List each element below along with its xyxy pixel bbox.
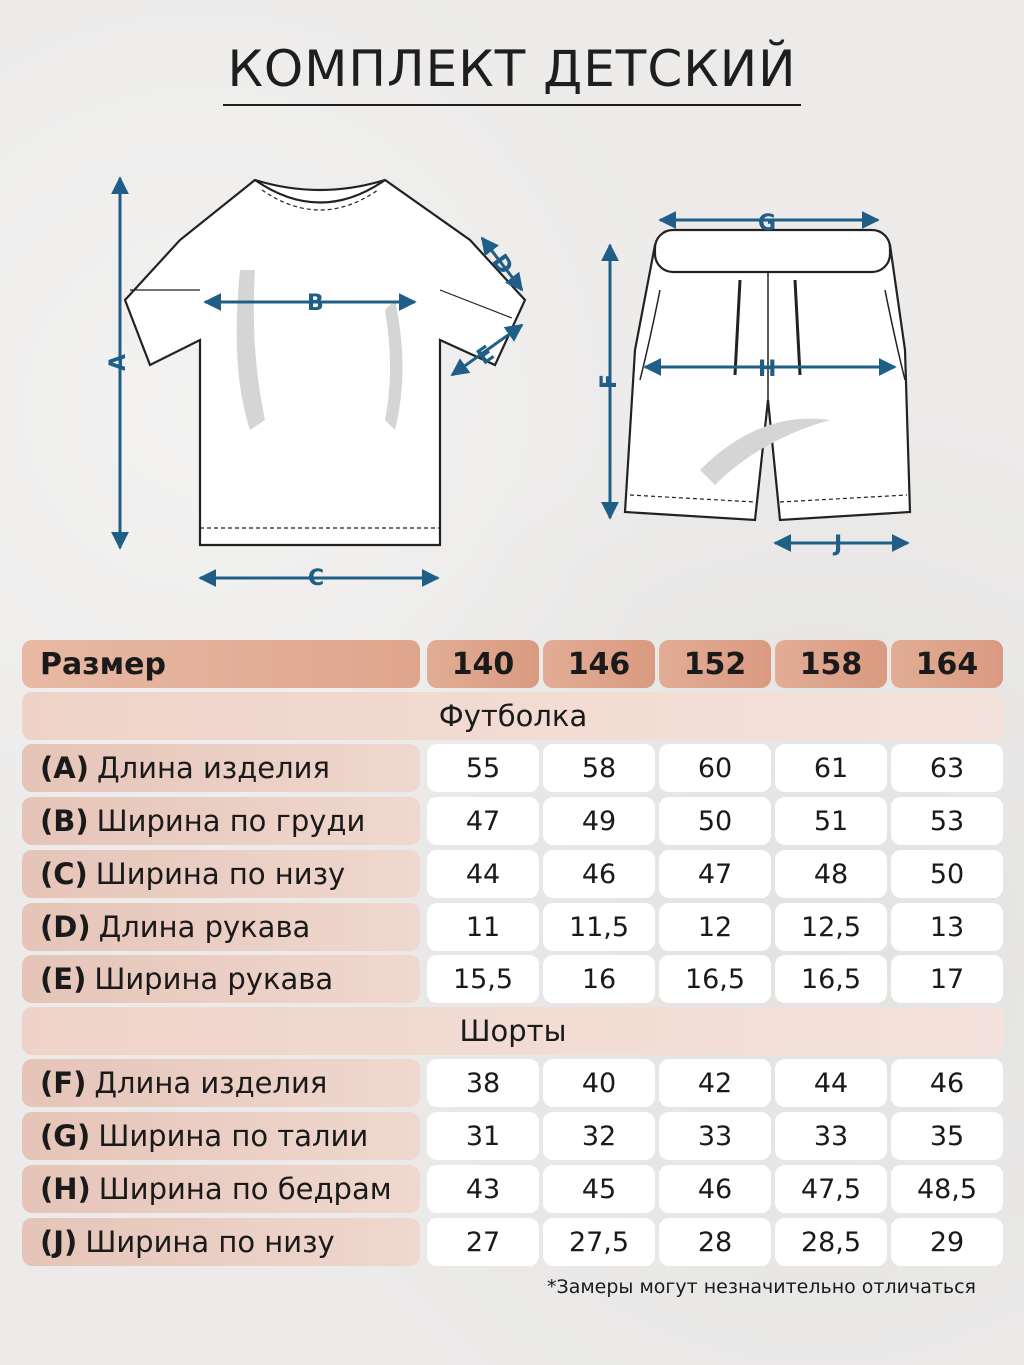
value-cell: 28: [659, 1218, 771, 1266]
value-cell: 11,5: [543, 903, 655, 951]
value-cell: 47: [659, 850, 771, 898]
value-cell: 29: [891, 1218, 1003, 1266]
value-cell: 53: [891, 797, 1003, 845]
table-row: [22, 903, 1004, 951]
row-label: (B) Ширина по груди: [22, 797, 420, 845]
table-row: [22, 955, 1004, 1003]
value-cell: 31: [427, 1112, 539, 1160]
table-row: [22, 1059, 1004, 1107]
row-label: (D) Длина рукава: [22, 903, 420, 951]
row-label: (E) Ширина рукава: [22, 955, 420, 1003]
label-f: F: [597, 373, 622, 389]
value-cell: 27: [427, 1218, 539, 1266]
size-header-label: Размер: [22, 640, 420, 688]
row-label: (J) Ширина по низу: [22, 1218, 420, 1266]
table-row: [22, 797, 1004, 845]
value-cell: 43: [427, 1165, 539, 1213]
label-d: D: [486, 249, 518, 280]
row-label: (C) Ширина по низу: [22, 850, 420, 898]
tshirt-drawing: [125, 180, 525, 545]
value-cell: 13: [891, 903, 1003, 951]
value-cell: 33: [775, 1112, 887, 1160]
size-header: 158: [775, 640, 887, 688]
value-cell: 48: [775, 850, 887, 898]
table-row: [22, 1165, 1004, 1213]
value-cell: 35: [891, 1112, 1003, 1160]
value-cell: 33: [659, 1112, 771, 1160]
value-cell: 28,5: [775, 1218, 887, 1266]
section-row-tshirt: [22, 692, 1004, 740]
table-row: [22, 1112, 1004, 1160]
value-cell: 44: [427, 850, 539, 898]
row-label: (A) Длина изделия: [22, 744, 420, 792]
value-cell: 32: [543, 1112, 655, 1160]
label-b: B: [307, 291, 324, 316]
value-cell: 46: [659, 1165, 771, 1213]
label-c: C: [308, 566, 325, 591]
value-cell: 51: [775, 797, 887, 845]
value-cell: 16: [543, 955, 655, 1003]
table-row: [22, 850, 1004, 898]
value-cell: 63: [891, 744, 1003, 792]
garment-illustration: [0, 150, 1024, 610]
table-row: [22, 1218, 1004, 1266]
row-label: (H) Ширина по бедрам: [22, 1165, 420, 1213]
value-cell: 12: [659, 903, 771, 951]
table-row: [22, 744, 1004, 792]
value-cell: 12,5: [775, 903, 887, 951]
value-cell: 48,5: [891, 1165, 1003, 1213]
value-cell: 27,5: [543, 1218, 655, 1266]
size-header: 164: [891, 640, 1003, 688]
size-header: 146: [543, 640, 655, 688]
label-a: A: [106, 353, 131, 371]
size-header: 152: [659, 640, 771, 688]
value-cell: 50: [891, 850, 1003, 898]
value-cell: 11: [427, 903, 539, 951]
value-cell: 46: [891, 1059, 1003, 1107]
row-label: (F) Длина изделия: [22, 1059, 420, 1107]
section-title: Шорты: [22, 1007, 1004, 1055]
value-cell: 17: [891, 955, 1003, 1003]
value-cell: 61: [775, 744, 887, 792]
page-title: КОМПЛЕКТ ДЕТСКИЙ: [0, 40, 1024, 98]
value-cell: 50: [659, 797, 771, 845]
row-label: (G) Ширина по талии: [22, 1112, 420, 1160]
label-h: H: [758, 357, 777, 382]
value-cell: 44: [775, 1059, 887, 1107]
value-cell: 49: [543, 797, 655, 845]
label-e: E: [472, 341, 500, 371]
size-header: 140: [427, 640, 539, 688]
value-cell: 40: [543, 1059, 655, 1107]
value-cell: 46: [543, 850, 655, 898]
footnote: *Замеры могут незначительно отличаться: [547, 1276, 976, 1298]
section-title: Футболка: [22, 692, 1004, 740]
value-cell: 58: [543, 744, 655, 792]
label-j: J: [834, 532, 843, 557]
value-cell: 47: [427, 797, 539, 845]
value-cell: 38: [427, 1059, 539, 1107]
value-cell: 42: [659, 1059, 771, 1107]
table-header-row: [22, 640, 1004, 688]
size-diagram: [0, 150, 1024, 610]
label-g: G: [758, 211, 777, 236]
value-cell: 55: [427, 744, 539, 792]
value-cell: 16,5: [659, 955, 771, 1003]
section-row-shorts: [22, 1007, 1004, 1055]
value-cell: 15,5: [427, 955, 539, 1003]
value-cell: 47,5: [775, 1165, 887, 1213]
value-cell: 60: [659, 744, 771, 792]
value-cell: 45: [543, 1165, 655, 1213]
value-cell: 16,5: [775, 955, 887, 1003]
